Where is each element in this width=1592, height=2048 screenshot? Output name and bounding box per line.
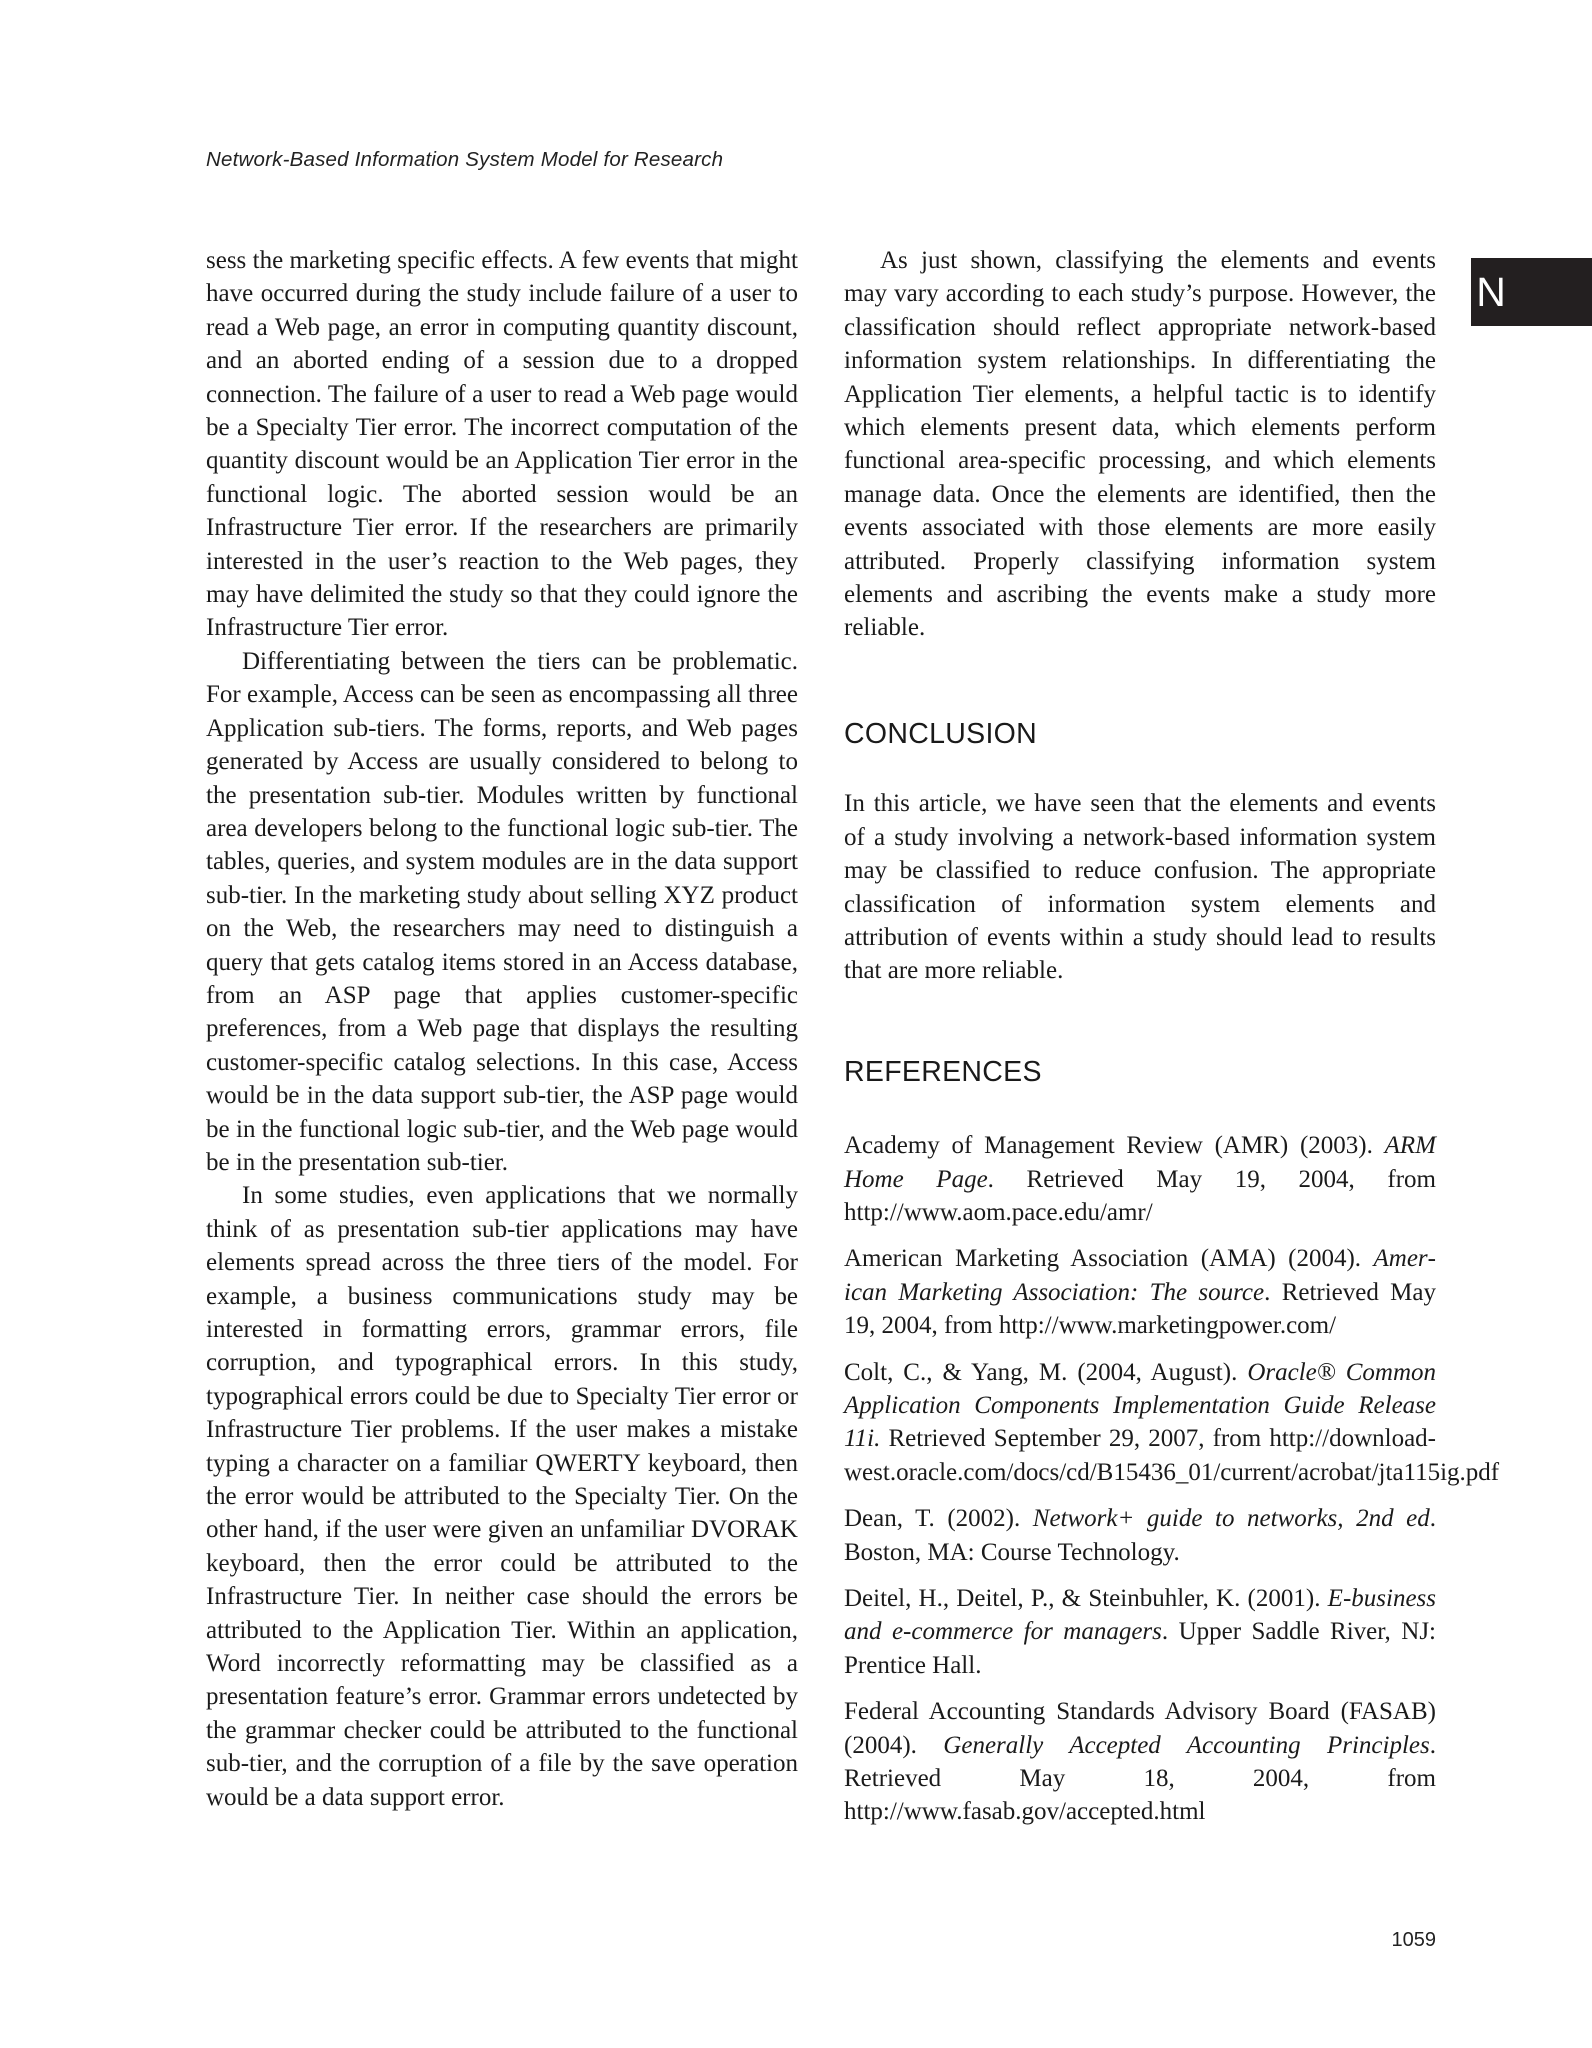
references-heading: REFERENCES [844, 1055, 1042, 1088]
body-paragraph: Differentiating between the tiers can be problematic. For example, Access can be seen as encompassing all three Application sub-tiers. The forms, reports, and Web pages generated by Access are usually considered to belong to the presentation sub-tier. Modules written by functional area developers belong to the functional logic sub-tier. The tables, queries, and system modules are in the data support sub-tier. In the marketing study about selling XYZ product on the Web, the researchers may need to distinguish a query that gets catalog items stored in an Access database, from an ASP page that applies customer-specific preferences, from a Web page that displays the resulting customer-specific catalog selections. In this case, Access would be in the data support sub-tier, the ASP page would be in the functional logic sub-tier, and the Web page would be in the presentation sub-tier. [206, 647, 798, 1176]
body-paragraph: sess the marketing specific effects. A few events that might have occurred during the study include failure of a user to read a Web page, an error in computing quantity discount, and an aborted ending of a session due to a dropped connection. The failure of a user to read a Web page would be a Specialty Tier error. The incorrect computation of the quantity discount would be an Application Tier error in the functional logic. The aborted session would be an Infrastructure Tier error. If the researchers are primarily interested in the user’s reaction to the Web pages, they may have delimited the study so that they could ignore the Infrastructure Tier error. [206, 247, 798, 642]
running-head: Network-Based Information System Model for Research [206, 148, 724, 171]
section-thumb-tab [1471, 258, 1592, 326]
body-paragraph: In some studies, even applications that we normally think of as presentation sub-tier applications may have elements spread across the three tiers of the model. For example, a business communications study may be interested in formatting errors, grammar errors, file corruption, and typographical errors. In this study, typographical errors could be due to Specialty Tier error or Infrastructure Tier problems. If the user makes a mistake typing a character on a familiar QWERTY keyboard, then the error would be attributed to the Specialty Tier. On the other hand, if the user were given an unfamiliar DVORAK keyboard, then the error could be attributed to the Infrastructure Tier. In neither case should the errors be attributed to the Application Tier. Within an application, Word incorrectly reformatting may be classified as a presentation feature’s error. Grammar errors undetected by the grammar checker could be attributed to the functional sub-tier, and the corruption of a file by the save operation would be a data support error. [206, 1182, 798, 1811]
reference-entry: Academy of Management Review (AMR) (2003). ARM Home Page. Retrieved May 19, 2004, from http://www.aom.pace.edu/amr/ [844, 1132, 1436, 1226]
page-number: 1059 [1391, 1929, 1436, 1951]
reference-entry: Deitel, H., Deitel, P., & Steinbuhler, K. (2001). E-business and e-commerce for managers. Upper Saddle River, NJ: Prentice Hall. [844, 1585, 1436, 1679]
left-column [206, 244, 798, 1814]
right-column [844, 244, 1500, 1842]
conclusion-heading: CONCLUSION [844, 717, 1038, 750]
body-paragraph: As just shown, classifying the elements and events may vary according to each study’s purpose. However, the classification should reflect appropriate network-based information system relationships. In differentiating the Application Tier elements, a helpful tactic is to identify which elements present data, which elements perform functional area-specific processing, and which elements manage data. Once the elements are identified, then the events associated with those elements are more easily attributed. Properly classifying information system elements and ascribing the events make a study more reliable. [844, 247, 1436, 642]
reference-entry: Federal Accounting Standards Advisory Board (FASAB) (2004). Generally Accepted Accounting Principles. Retrieved May 18, 2004, from http://www.fasab.gov/accepted.html [844, 1698, 1436, 1826]
reference-entry: Colt, C., & Yang, M. (2004, August). Oracle® Common Application Components Implementation Guide Release 11i. Retrieved September 29, 2007, from http://download-west.oracle.com/docs/cd/B15436_01/current/acrobat/jta115ig.pdf [844, 1358, 1500, 1486]
reference-entry: American Marketing Association (AMA) (2004). American Marketing Association: The source. Retrieved May 19, 2004, from http://www.marketingpower.com/ [844, 1245, 1436, 1340]
reference-entry: Dean, T. (2002). Network+ guide to networks, 2nd ed. Boston, MA: Course Technology. [844, 1505, 1436, 1566]
conclusion-paragraph: In this article, we have seen that the elements and events of a study involving a network-based information system may be classified to reduce confusion. The appropriate classification of information system elements and attribution of events within a study should lead to results that are more reliable. [844, 790, 1436, 985]
thumb-tab-letter: N [1476, 268, 1506, 315]
